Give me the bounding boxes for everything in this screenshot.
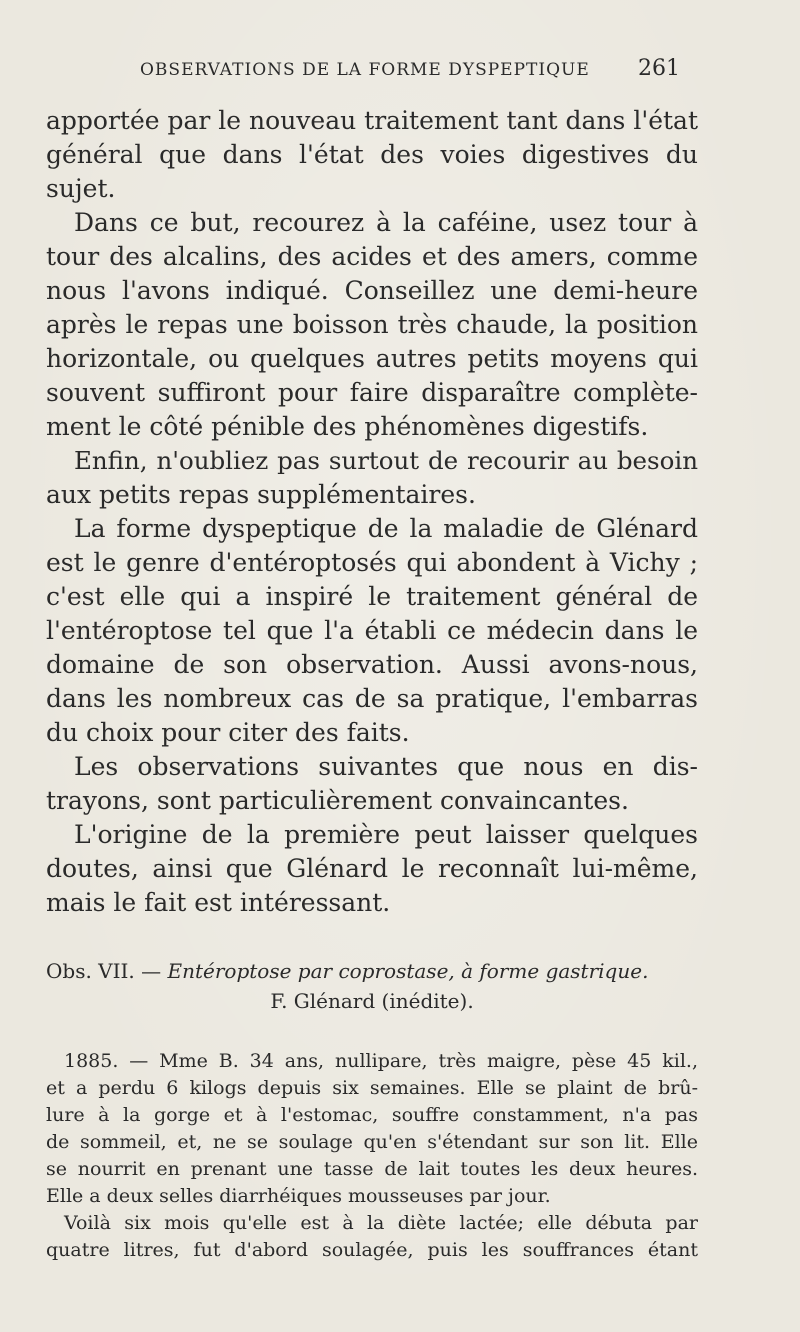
text-line: doutes, ainsi que Glénard le reconnaît lui-même, <box>46 854 698 883</box>
observation-author: F. Glénard (inédite). <box>270 989 474 1013</box>
observation-label: Obs. VII. — <box>46 959 162 983</box>
text-line: nous l'avons indiqué. Conseillez une demi-heure <box>46 276 698 305</box>
text-line: Enfin, n'oubliez pas surtout de recourir au besoin <box>74 446 698 475</box>
observation-line: de sommeil, et, ne se soulage qu'en s'étendant sur son lit. Elle <box>46 1131 698 1153</box>
observation-line: Elle a deux selles diarrhéiques mousseuses par jour. <box>46 1185 551 1207</box>
text-line: mais le fait est intéressant. <box>46 888 391 917</box>
text-line: apportée par le nouveau traitement tant dans l'état <box>46 106 698 135</box>
text-line: horizontale, ou quelques autres petits moyens qui <box>46 344 698 373</box>
observation-line: Voilà six mois qu'elle est à la diète lactée; elle débuta par <box>64 1212 698 1234</box>
text-line: après le repas une boisson très chaude, la position <box>46 310 698 339</box>
running-head <box>140 56 680 86</box>
text-line: tour des alcalins, des acides et des amers, comme <box>46 242 698 271</box>
text-line: est le genre d'entéroptosés qui abondent à Vichy ; <box>46 548 698 577</box>
text-line: l'entéroptose tel que l'a établi ce médecin dans le <box>46 616 698 645</box>
observation-line: 1885. — Mme B. 34 ans, nullipare, très maigre, pèse 45 kil., <box>64 1050 698 1072</box>
text-line: L'origine de la première peut laisser quelques <box>74 820 698 849</box>
observation-title: Entéroptose par coprostase, à forme gastrique. <box>167 959 649 983</box>
main-text <box>46 104 698 920</box>
text-line: dans les nombreux cas de sa pratique, l'embarras <box>46 684 698 713</box>
observation-line: quatre litres, fut d'abord soulagée, puis les souffrances étant <box>46 1239 698 1261</box>
observation-body <box>46 1048 698 1264</box>
observation-line: se nourrit en prenant une tasse de lait toutes les deux heures. <box>46 1158 698 1180</box>
text-line: du choix pour citer des faits. <box>46 718 410 747</box>
observation-line: et a perdu 6 kilogs depuis six semaines. Elle se plaint de brû- <box>46 1077 698 1099</box>
text-line: général que dans l'état des voies digestives du <box>46 140 698 169</box>
text-line: Les observations suivantes que nous en dis- <box>74 752 698 781</box>
observation-title-line <box>46 956 698 986</box>
text-line: aux petits repas supplémentaires. <box>46 480 476 509</box>
text-line: domaine de son observation. Aussi avons-nous, <box>46 650 698 679</box>
text-line: Dans ce but, recourez à la caféine, usez tour à <box>74 208 698 237</box>
text-line: ment le côté pénible des phénomènes digestifs. <box>46 412 649 441</box>
text-line: trayons, sont particulièrement convaincantes. <box>46 786 629 815</box>
page-number: 261 <box>638 56 680 81</box>
observation-heading <box>46 956 698 1016</box>
running-title: OBSERVATIONS DE LA FORME DYSPEPTIQUE <box>140 60 590 80</box>
observation-line: lure à la gorge et à l'estomac, souffre constamment, n'a pas <box>46 1104 698 1126</box>
text-line: sujet. <box>46 174 116 203</box>
text-line: c'est elle qui a inspiré le traitement général de <box>46 582 698 611</box>
text-line: souvent suffiront pour faire disparaître complète- <box>46 378 698 407</box>
text-line: La forme dyspeptique de la maladie de Glénard <box>74 514 698 543</box>
